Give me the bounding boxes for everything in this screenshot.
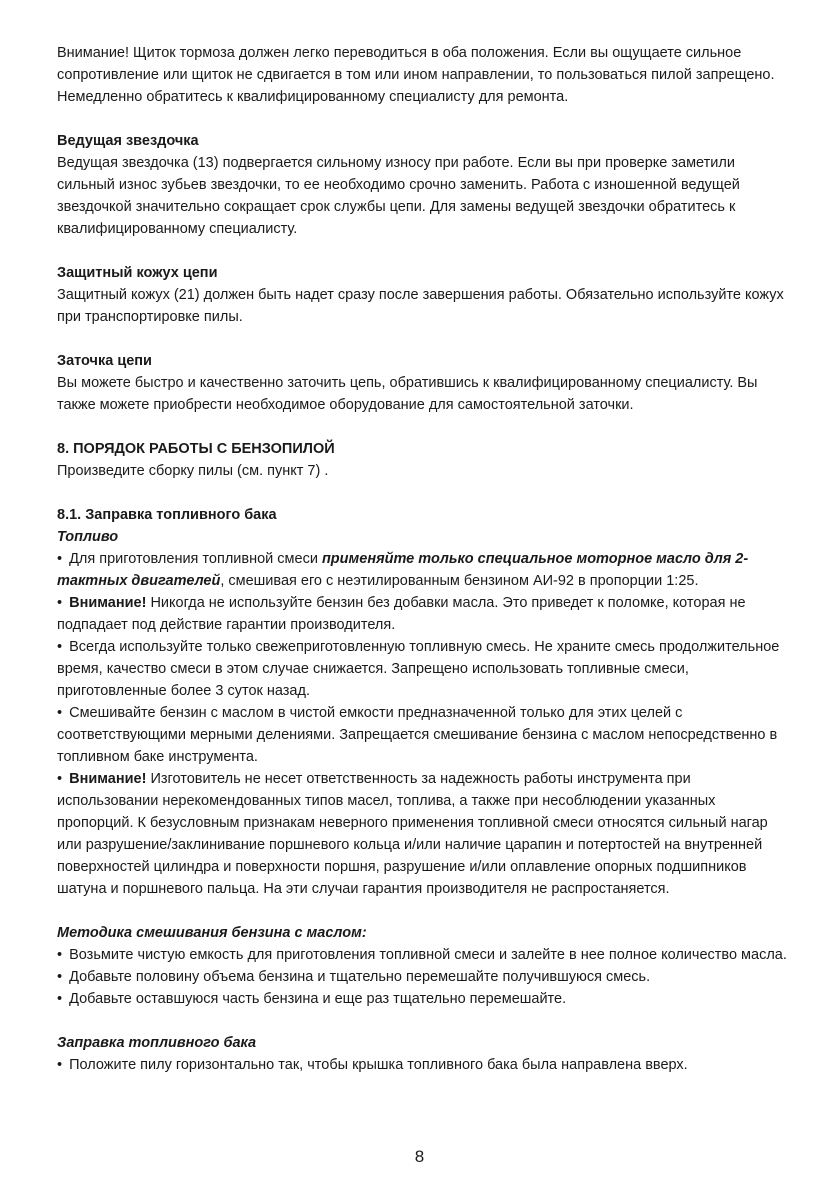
- warning-label: Внимание!: [69, 771, 147, 787]
- warning-label: Внимание!: [69, 595, 147, 611]
- refuel-step: • Положите пилу горизонтально так, чтобы крышка топливного бака была направлена вверх.: [57, 1054, 787, 1076]
- fuel-bullet-no-oil-warning: • Внимание! Никогда не используйте бензин без добавки масла. Это приведет к поломке, которая не подпадает под действие гарантии производителя.: [57, 592, 787, 636]
- mixing-step: • Добавьте оставшуюся часть бензина и еще раз тщательно перемешайте.: [57, 988, 787, 1010]
- section-8-1-heading: 8.1. Заправка топливного бака: [57, 507, 277, 523]
- fuel-bullet-oil-type: • Для приготовления топливной смеси применяйте только специальное моторное масло для 2-тактных двигателей, смешивая его с неэтилированным бензином АИ-92 в пропорции 1:25.: [57, 548, 787, 592]
- chain-sharpening-heading: Заточка цепи: [57, 353, 152, 369]
- chain-guard-paragraph: Защитный кожух (21) должен быть надет сразу после завершения работы. Обязательно используйте кожух при транспортировке пилы.: [57, 287, 784, 325]
- fuel-bullet-manufacturer-warning: • Внимание! Изготовитель не несет ответственность за надежность работы инструмента при использовании нерекомендованных типов масел, топлива, а также при несоблюдении указанных пропорций. К безусловным признакам неверного применения топливной смеси относятся сильный нагар или разрушение/заклинивание поршневого кольца и/или наличие царапин и потертостей на внутренней поверхностей цилиндра и поверхности поршня, разрушение и/или оплавление опорных подшипников шатуна и поршневого пальца. На эти случаи гарантия производителя не распростаняется.: [57, 768, 787, 900]
- page-content: [57, 42, 787, 1076]
- section-8-heading: 8. ПОРЯДОК РАБОТЫ С БЕНЗОПИЛОЙ: [57, 441, 335, 457]
- refuel-subheading: Заправка топливного бака: [57, 1035, 257, 1051]
- section-8-paragraph: Произведите сборку пилы (см. пункт 7) .: [57, 463, 329, 479]
- oil-type-emphasis: применяйте только специальное моторное масло для 2-тактных двигателей: [57, 551, 749, 589]
- fuel-subheading: Топливо: [57, 529, 119, 545]
- mixing-step: • Возьмите чистую емкость для приготовления топливной смеси и залейте в нее полное количество масла.: [57, 944, 787, 966]
- sprocket-paragraph: Ведущая звездочка (13) подвергается сильному износу при работе. Если вы при проверке заметили сильный износ зубьев звездочки, то ее необходимо срочно заменить. Работа с изношенной ведущей звездочкой значительно сокращает срок службы цепи. Для замены ведущей звездочки обратитесь к квалифицированному специалисту.: [57, 155, 740, 237]
- brake-warning-paragraph: Внимание! Щиток тормоза должен легко переводиться в оба положения. Если вы ощущаете сильное сопротивление или щиток не сдвигается в том или ином направлении, то пользоваться пилой запрещено. Немедленно обратитесь к квалифицированному специалисту для ремонта.: [57, 45, 775, 105]
- sprocket-heading: Ведущая звездочка: [57, 133, 199, 149]
- page-number: 8: [414, 1147, 425, 1166]
- fuel-bullet-fresh-mixture: • Всегда используйте только свежеприготовленную топливную смесь. Не храните смесь продолжительное время, качество смеси в этом случае снижается. Запрещено использовать топливные смеси, приготовленные более 3 суток назад.: [57, 636, 787, 702]
- chain-guard-heading: Защитный кожух цепи: [57, 265, 218, 281]
- fuel-bullet-clean-container: • Смешивайте бензин с маслом в чистой емкости предназначенной только для этих целей с соответствующими мерными делениями. Запрещается смешивание бензина с маслом непосредственно в топливном баке инструмента.: [57, 702, 787, 768]
- mixing-method-subheading: Методика смешивания бензина с маслом:: [57, 925, 367, 941]
- mixing-step: • Добавьте половину объема бензина и тщательно перемешайте получившуюся смесь.: [57, 966, 787, 988]
- chain-sharpening-paragraph: Вы можете быстро и качественно заточить цепь, обратившись к квалифицированному специалисту. Вы также можете приобрести необходимое оборудование для самостоятельной заточки.: [57, 375, 758, 413]
